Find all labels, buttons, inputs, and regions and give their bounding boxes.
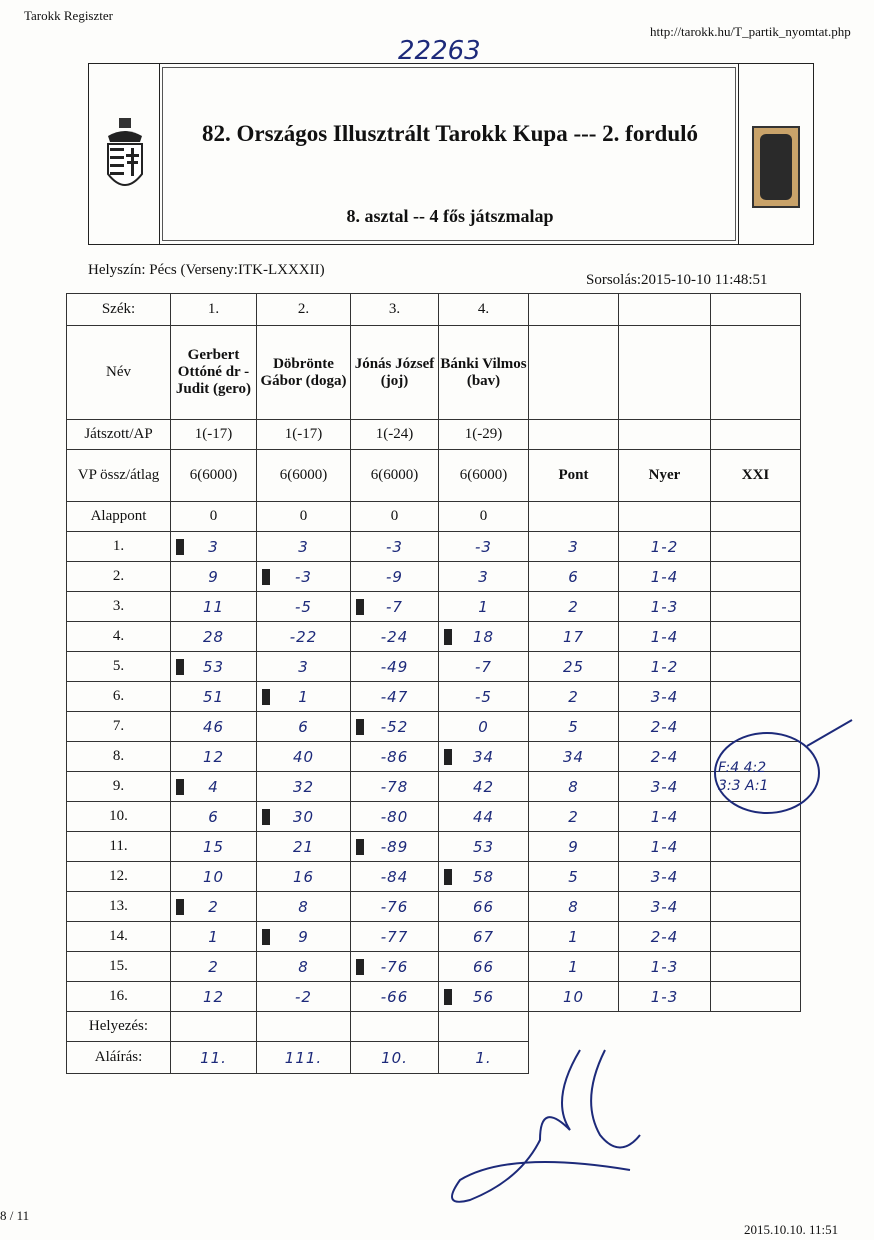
round-number: 13.: [67, 892, 171, 922]
round-row: [67, 592, 801, 622]
xxi-header: XXI: [711, 450, 801, 502]
round-score-4: 3: [439, 562, 529, 592]
round-nyer: 1-3: [619, 952, 711, 982]
empty-cell: [711, 1012, 801, 1042]
location-info: Helyszín: Pécs (Verseny:ITK-LXXXII): [88, 262, 325, 278]
round-score-2: -5: [257, 592, 351, 622]
pont-header: Pont: [529, 450, 619, 502]
round-score-4: 58: [439, 862, 529, 892]
vp-1: 6(6000): [171, 450, 257, 502]
round-row: [67, 982, 801, 1012]
dealer-mark-icon: [356, 839, 364, 855]
round-score-4: 1: [439, 592, 529, 622]
tarokk-card-icon: [752, 126, 800, 208]
player-name-1: Gerbert Ottóné dr - Judit (gero): [171, 326, 257, 420]
round-score-3: -80: [351, 802, 439, 832]
empty-cell: [711, 420, 801, 450]
round-number: 14.: [67, 922, 171, 952]
played-1: 1(-17): [171, 420, 257, 450]
page-number: 8 / 11: [0, 1208, 30, 1223]
round-pont: 5: [529, 862, 619, 892]
empty-cell: [711, 1042, 801, 1074]
dealer-mark-icon: [444, 869, 452, 885]
round-xxi: [711, 862, 801, 892]
round-nyer: 1-4: [619, 622, 711, 652]
round-score-3: -49: [351, 652, 439, 682]
round-number: 16.: [67, 982, 171, 1012]
round-pont: 34: [529, 742, 619, 772]
round-score-3: -78: [351, 772, 439, 802]
round-score-1: 46: [171, 712, 257, 742]
round-score-2: -22: [257, 622, 351, 652]
empty-cell: [619, 1012, 711, 1042]
round-score-4: 42: [439, 772, 529, 802]
round-score-1: 6: [171, 802, 257, 832]
round-number: 7.: [67, 712, 171, 742]
vp-row: [67, 450, 801, 502]
empty-cell: [711, 502, 801, 532]
round-nyer: 2-4: [619, 922, 711, 952]
dealer-mark-icon: [444, 629, 452, 645]
player-name-4: Bánki Vilmos (bav): [439, 326, 529, 420]
dealer-mark-icon: [262, 809, 270, 825]
round-xxi: [711, 682, 801, 712]
seat-3: 3.: [351, 294, 439, 326]
round-number: 2.: [67, 562, 171, 592]
round-score-1: 2: [171, 892, 257, 922]
round-nyer: 2-4: [619, 712, 711, 742]
round-score-3: -24: [351, 622, 439, 652]
dealer-mark-icon: [444, 989, 452, 1005]
empty-cell: [529, 1012, 619, 1042]
round-nyer: 3-4: [619, 892, 711, 922]
round-score-4: -5: [439, 682, 529, 712]
page-header-left: Tarokk Regiszter: [24, 8, 113, 23]
empty-cell: [711, 294, 801, 326]
round-number: 3.: [67, 592, 171, 622]
signature-2: 111.: [257, 1042, 351, 1074]
played-row: [67, 420, 801, 450]
print-date: 2015.10.10. 11:51: [744, 1222, 839, 1237]
seat-4: 4.: [439, 294, 529, 326]
round-pont: 10: [529, 982, 619, 1012]
round-number: 6.: [67, 682, 171, 712]
round-number: 8.: [67, 742, 171, 772]
round-xxi: [711, 832, 801, 862]
dealer-mark-icon: [356, 719, 364, 735]
vp-4: 6(6000): [439, 450, 529, 502]
vp-3: 6(6000): [351, 450, 439, 502]
round-score-4: 66: [439, 952, 529, 982]
round-xxi: [711, 652, 801, 682]
round-pont: 8: [529, 772, 619, 802]
round-score-1: 11: [171, 592, 257, 622]
round-score-3: -76: [351, 892, 439, 922]
round-score-3: -86: [351, 742, 439, 772]
round-number: 4.: [67, 622, 171, 652]
round-xxi: [711, 922, 801, 952]
round-score-4: -7: [439, 652, 529, 682]
round-number: 15.: [67, 952, 171, 982]
round-score-3: -9: [351, 562, 439, 592]
base-4: 0: [439, 502, 529, 532]
page-header-url: http://tarokk.hu/T_partik_nyomtat.php: [650, 24, 851, 39]
played-4: 1(-29): [439, 420, 529, 450]
side-note-line-1: F:4 4:2: [718, 760, 767, 776]
base-row: [67, 502, 801, 532]
dealer-mark-icon: [176, 539, 184, 555]
dealer-mark-icon: [444, 749, 452, 765]
round-row: [67, 922, 801, 952]
round-row: [67, 682, 801, 712]
round-nyer: 1-4: [619, 802, 711, 832]
round-score-1: 10: [171, 862, 257, 892]
round-score-3: -76: [351, 952, 439, 982]
round-row: [67, 622, 801, 652]
round-score-2: 8: [257, 952, 351, 982]
round-pont: 5: [529, 712, 619, 742]
page-title: 82. Országos Illusztrált Tarokk Kupa --- 2. forduló: [201, 121, 699, 146]
base-label: Alappont: [67, 502, 171, 532]
round-score-1: 2: [171, 952, 257, 982]
round-score-2: 16: [257, 862, 351, 892]
empty-cell: [619, 326, 711, 420]
dealer-mark-icon: [262, 689, 270, 705]
round-score-3: -66: [351, 982, 439, 1012]
round-score-2: 32: [257, 772, 351, 802]
round-score-2: 3: [257, 532, 351, 562]
round-row: [67, 952, 801, 982]
empty-cell: [529, 420, 619, 450]
played-label: Játszott/AP: [67, 420, 171, 450]
seat-label: Szék:: [67, 294, 171, 326]
empty-cell: [529, 294, 619, 326]
signature-3: 10.: [351, 1042, 439, 1074]
round-number: 10.: [67, 802, 171, 832]
round-score-4: 18: [439, 622, 529, 652]
empty-cell: [529, 502, 619, 532]
round-row: [67, 892, 801, 922]
empty-cell: [619, 420, 711, 450]
round-score-3: -3: [351, 532, 439, 562]
round-score-3: -47: [351, 682, 439, 712]
round-score-4: -3: [439, 532, 529, 562]
round-number: 12.: [67, 862, 171, 892]
empty-cell: [529, 326, 619, 420]
played-3: 1(-24): [351, 420, 439, 450]
round-score-4: 0: [439, 712, 529, 742]
round-score-2: 3: [257, 652, 351, 682]
round-pont: 1: [529, 922, 619, 952]
round-score-2: 8: [257, 892, 351, 922]
draw-timestamp: Sorsolás:2015-10-10 11:48:51: [586, 272, 768, 288]
played-2: 1(-17): [257, 420, 351, 450]
round-pont: 1: [529, 952, 619, 982]
round-row: [67, 652, 801, 682]
round-score-2: -2: [257, 982, 351, 1012]
nyer-header: Nyer: [619, 450, 711, 502]
page-subtitle: 8. asztal -- 4 fős játszmalap: [346, 206, 554, 226]
round-row: [67, 802, 801, 832]
round-score-1: 3: [171, 532, 257, 562]
side-note-line-2: 3:3 A:1: [718, 778, 769, 794]
round-pont: 17: [529, 622, 619, 652]
name-label: Név: [67, 326, 171, 420]
round-score-2: 1: [257, 682, 351, 712]
round-xxi: [711, 592, 801, 622]
score-table: [66, 293, 801, 1074]
placement-4: [439, 1012, 529, 1042]
round-nyer: 3-4: [619, 862, 711, 892]
empty-cell: [619, 294, 711, 326]
seat-row: [67, 294, 801, 326]
round-number: 11.: [67, 832, 171, 862]
round-number: 5.: [67, 652, 171, 682]
round-score-2: 6: [257, 712, 351, 742]
round-score-4: 66: [439, 892, 529, 922]
round-score-1: 28: [171, 622, 257, 652]
placement-3: [351, 1012, 439, 1042]
dealer-mark-icon: [356, 959, 364, 975]
player-name-3: Jónás József (joj): [351, 326, 439, 420]
hungarian-crest-icon: [104, 118, 146, 196]
round-nyer: 1-4: [619, 562, 711, 592]
round-xxi: [711, 532, 801, 562]
round-score-1: 9: [171, 562, 257, 592]
round-row: [67, 772, 801, 802]
dealer-mark-icon: [262, 569, 270, 585]
round-score-2: 40: [257, 742, 351, 772]
round-number: 1.: [67, 532, 171, 562]
placement-1: [171, 1012, 257, 1042]
placement-2: [257, 1012, 351, 1042]
round-score-2: -3: [257, 562, 351, 592]
round-pont: 8: [529, 892, 619, 922]
round-xxi: [711, 562, 801, 592]
vp-2: 6(6000): [257, 450, 351, 502]
dealer-mark-icon: [262, 929, 270, 945]
round-pont: 2: [529, 682, 619, 712]
round-score-2: 30: [257, 802, 351, 832]
seat-2: 2.: [257, 294, 351, 326]
round-nyer: 3-4: [619, 772, 711, 802]
round-row: [67, 562, 801, 592]
signature-label: Aláírás:: [67, 1042, 171, 1074]
round-nyer: 1-3: [619, 982, 711, 1012]
round-score-4: 67: [439, 922, 529, 952]
round-number: 9.: [67, 772, 171, 802]
round-score-4: 44: [439, 802, 529, 832]
dealer-mark-icon: [176, 899, 184, 915]
round-score-4: 53: [439, 832, 529, 862]
round-nyer: 2-4: [619, 742, 711, 772]
round-nyer: 1-3: [619, 592, 711, 622]
empty-cell: [711, 326, 801, 420]
base-3: 0: [351, 502, 439, 532]
round-score-3: -77: [351, 922, 439, 952]
round-xxi: [711, 622, 801, 652]
round-nyer: 1-4: [619, 832, 711, 862]
round-score-2: 21: [257, 832, 351, 862]
player-name-2: Döbrönte Gábor (doga): [257, 326, 351, 420]
round-score-3: -7: [351, 592, 439, 622]
dealer-mark-icon: [356, 599, 364, 615]
name-row: [67, 326, 801, 420]
vp-label: VP össz/átlag: [67, 450, 171, 502]
base-2: 0: [257, 502, 351, 532]
round-xxi: [711, 982, 801, 1012]
round-row: [67, 832, 801, 862]
round-score-1: 12: [171, 742, 257, 772]
signature-4: 1.: [439, 1042, 529, 1074]
placement-label: Helyezés:: [67, 1012, 171, 1042]
round-nyer: 1-2: [619, 532, 711, 562]
round-pont: 6: [529, 562, 619, 592]
signature-1: 11.: [171, 1042, 257, 1074]
round-score-1: 53: [171, 652, 257, 682]
seat-1: 1.: [171, 294, 257, 326]
referee-signature: [430, 1040, 660, 1210]
round-score-1: 4: [171, 772, 257, 802]
round-row: [67, 862, 801, 892]
round-xxi: [711, 952, 801, 982]
round-score-4: 34: [439, 742, 529, 772]
round-pont: 3: [529, 532, 619, 562]
round-pont: 2: [529, 592, 619, 622]
handwritten-id: 22263: [398, 36, 481, 66]
dealer-mark-icon: [176, 779, 184, 795]
round-pont: 9: [529, 832, 619, 862]
round-nyer: 3-4: [619, 682, 711, 712]
round-score-1: 1: [171, 922, 257, 952]
round-score-1: 12: [171, 982, 257, 1012]
dealer-mark-icon: [176, 659, 184, 675]
round-score-3: -84: [351, 862, 439, 892]
round-score-1: 51: [171, 682, 257, 712]
round-score-2: 9: [257, 922, 351, 952]
round-row: [67, 742, 801, 772]
round-score-1: 15: [171, 832, 257, 862]
placement-row: [67, 1012, 801, 1042]
round-pont: 2: [529, 802, 619, 832]
round-score-3: -89: [351, 832, 439, 862]
round-row: [67, 712, 801, 742]
round-pont: 25: [529, 652, 619, 682]
round-score-4: 56: [439, 982, 529, 1012]
round-nyer: 1-2: [619, 652, 711, 682]
round-xxi: [711, 892, 801, 922]
empty-cell: [619, 502, 711, 532]
round-row: [67, 532, 801, 562]
base-1: 0: [171, 502, 257, 532]
round-score-3: -52: [351, 712, 439, 742]
